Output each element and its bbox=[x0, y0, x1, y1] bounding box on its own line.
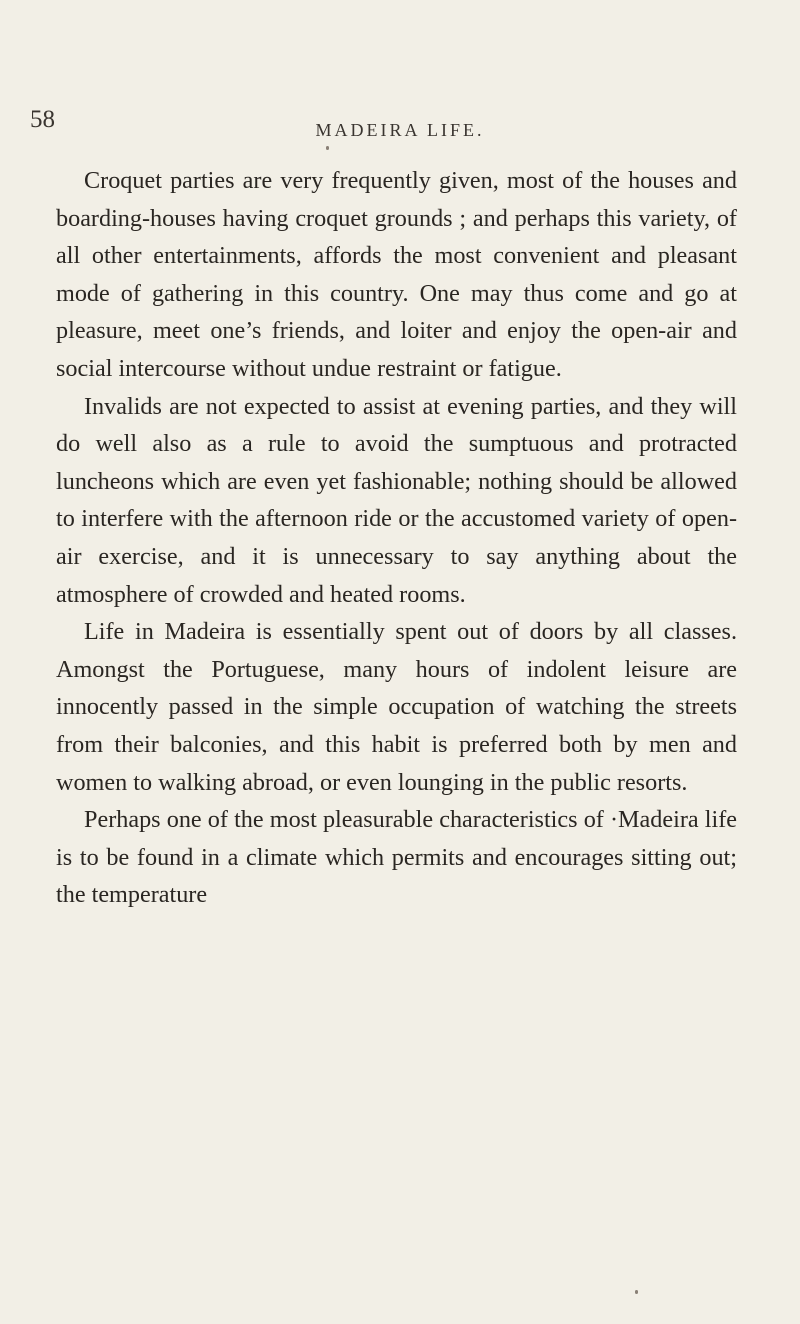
paragraph-croquet: Croquet parties are very frequently given, most of the houses and boarding-houses having croquet grounds ; and perhaps this variety, of all other entertainments, affords the most convenient and pleasant mode of gathering in this country. One may thus come and go at pleasure, meet one’s friends, and loiter and enjoy the open-air and social intercourse without undue restraint or fatigue. bbox=[56, 167, 737, 382]
paragraph-life-outdoors: Life in Madeira is essentially spent out of doors by all classes. Amongst the Portuguese, many hours of indolent leisure are innocently passed in the simple occupation of watching the streets from their balconies, and this habit is preferred both by men and women to walking abroad, or even lounging in the public resorts. bbox=[56, 618, 737, 796]
ink-speck bbox=[326, 146, 329, 150]
running-title: MADEIRA LIFE. bbox=[315, 120, 485, 140]
paragraph-climate: Perhaps one of the most pleasurable characteristics of ·Madeira life is to be found in a climate which permits and encourages sitting out; the temperature bbox=[56, 806, 737, 909]
ink-speck bbox=[635, 1290, 638, 1294]
page-number: 58 bbox=[30, 106, 55, 133]
paragraph-invalids: Invalids are not expected to assist at evening parties, and they will do well also as a rule to avoid the sumptuous and protracted luncheons which are even yet fashionable; nothing should be allowed to interfere with the afternoon ride or the accustomed variety of open-air exercise, and it is unnecessary to say anything about the atmosphere of crowded and heated rooms. bbox=[56, 392, 737, 608]
body-text bbox=[56, 162, 737, 914]
